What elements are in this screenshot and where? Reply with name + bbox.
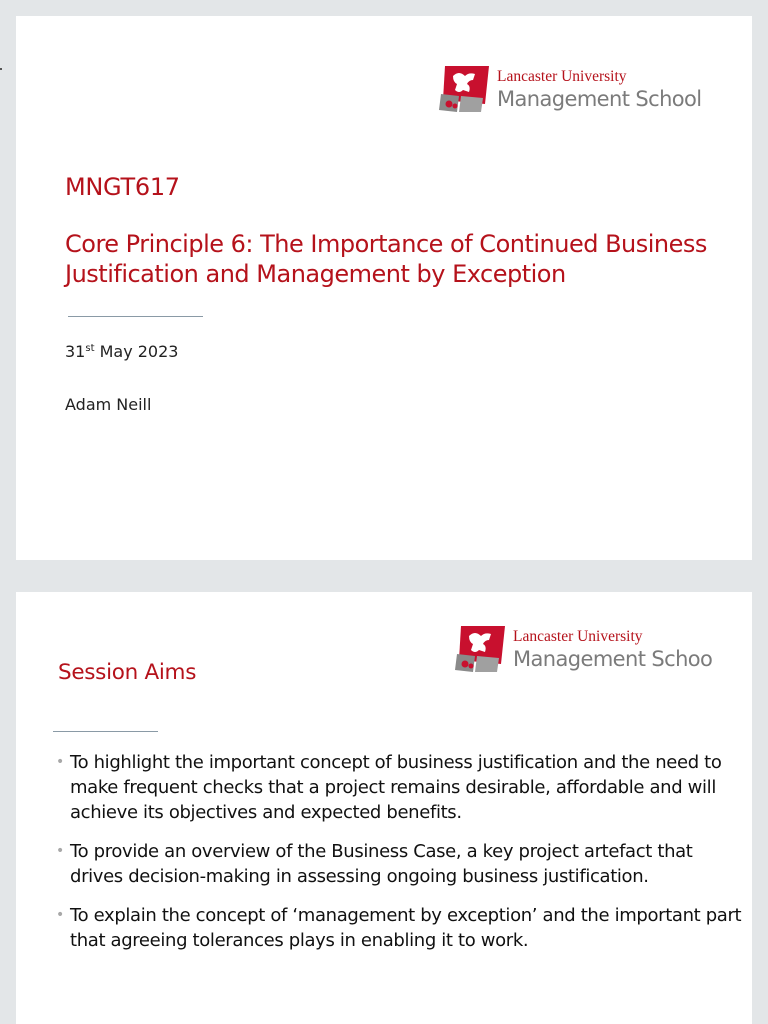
lancaster-crest-icon	[455, 624, 507, 674]
aims-list	[54, 750, 744, 967]
title-divider	[68, 316, 203, 317]
presenter-name: Adam Neill	[65, 395, 152, 414]
university-logo	[439, 64, 702, 114]
section-title: Session Aims	[58, 660, 197, 685]
slide-2	[16, 592, 752, 1024]
logo-text	[513, 624, 712, 672]
slide-1	[16, 16, 752, 560]
date-day: 31	[65, 342, 86, 361]
bullet-dot-icon: •	[56, 754, 64, 770]
list-item	[54, 839, 744, 889]
page-edge-mark	[0, 68, 2, 70]
list-item-text: To provide an overview of the Business Case, a key project artefact that drives decision-making in assessing ongoing business justification.	[70, 841, 693, 887]
logo-university-name: Lancaster University	[497, 68, 627, 85]
logo-school-name: Management School	[497, 87, 702, 111]
university-logo	[455, 624, 712, 674]
lancaster-crest-icon	[439, 64, 491, 114]
bullet-dot-icon: •	[56, 843, 64, 859]
list-item	[54, 750, 744, 825]
list-item	[54, 903, 744, 953]
list-item-text: To explain the concept of ‘management by exception’ and the important part that agreeing tolerances plays in enabling it to work.	[70, 905, 742, 951]
logo-school-name: Management Schoo	[513, 647, 713, 671]
lecture-title: Core Principle 6: The Importance of Continued Business Justification and Management by Exception	[65, 230, 707, 288]
section-divider	[53, 731, 158, 732]
logo-text	[497, 64, 702, 112]
list-item-text: To highlight the important concept of business justification and the need to make frequent checks that a project remains desirable, affordable and will achieve its objectives and expected benefits.	[70, 752, 722, 823]
bullet-dot-icon: •	[56, 907, 64, 923]
lecture-date	[65, 342, 178, 361]
course-code: MNGT617	[65, 173, 180, 201]
date-suffix: st	[85, 343, 95, 354]
date-month-year: May 2023	[94, 342, 179, 361]
logo-university-name: Lancaster University	[513, 628, 643, 645]
